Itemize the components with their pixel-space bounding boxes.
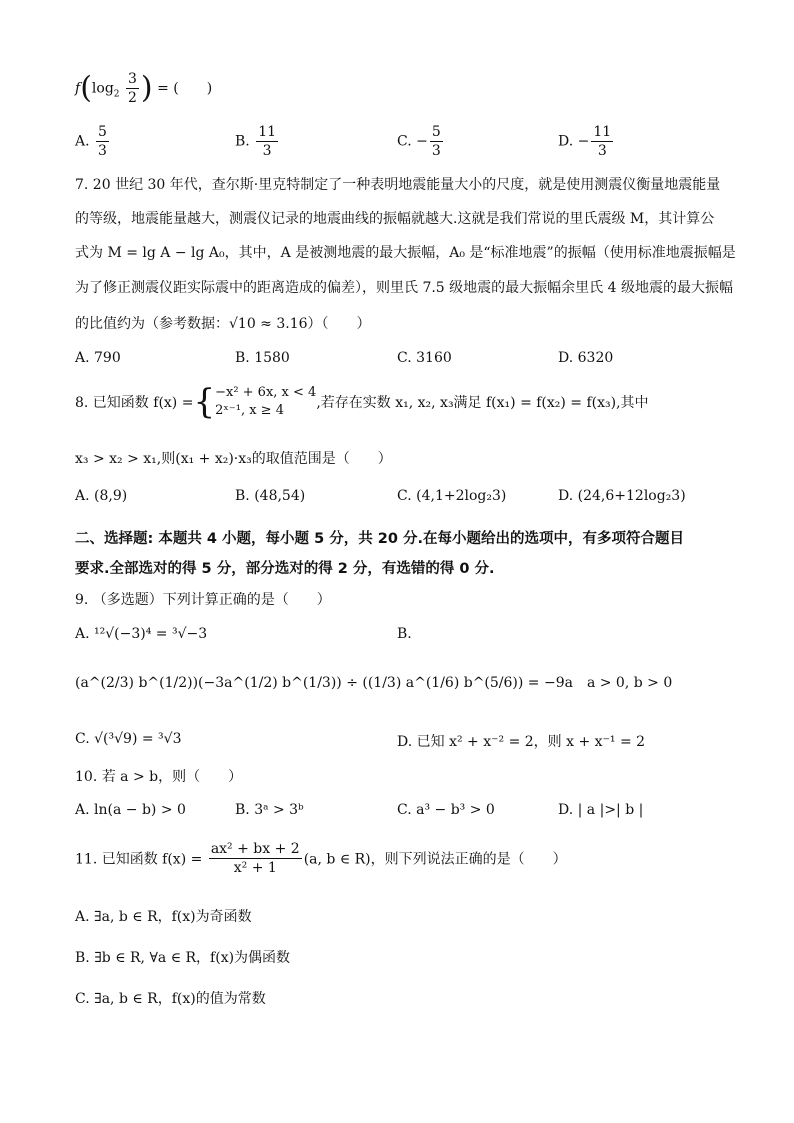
q9-option-d-text: 已知 x² + x⁻² = 2，则 x + x⁻¹ = 2	[416, 734, 646, 750]
q10-option-b-text: 3ᵃ > 3ᵇ	[254, 802, 304, 818]
q11-suffix: (a, b ∈ R)，则下列说法正确的是（ ）	[303, 851, 567, 868]
section2-heading-line-2: 要求.全部选对的得 5 分，部分选对的得 2 分，有选错的得 0 分.	[75, 561, 495, 577]
q8-option-b[interactable]	[235, 488, 305, 504]
q6-frac-den: 2	[127, 90, 137, 106]
q7-line-1: 7. 20 世纪 30 年代，查尔斯·里克特制定了一种表明地震能量大小的尺度，就是使用测震仪衡量地震能量	[75, 177, 721, 193]
q7-option-d-label: D.	[558, 350, 574, 366]
q6-option-b-label: B.	[235, 133, 250, 150]
q6-option-c[interactable]	[397, 125, 445, 158]
q10-option-c[interactable]	[397, 802, 495, 818]
q11-frac-den: x² + 1	[233, 860, 277, 876]
q10-option-b-label: B.	[235, 802, 250, 818]
q9-option-b-label-row[interactable]	[397, 626, 412, 642]
q8-line-1: 8. 已知函数 f(x) ={ −x² + 6x, x < 4 2ˣ⁻¹, x ≥ 4 ,若存在实数 x₁, x₂, x₃满足 f(x₁) = f(x₂) = f(x₃),其中	[75, 382, 649, 422]
q6-option-d-den: 3	[597, 143, 607, 159]
q7-option-d[interactable]	[558, 350, 613, 366]
q6-option-a-num: 5	[98, 124, 107, 140]
q8-prefix: 8. 已知函数 f(x) =	[75, 395, 194, 411]
q8-suffix: ,若存在实数 x₁, x₂, x₃满足 f(x₁) = f(x₂) = f(x₃),其中	[316, 395, 649, 411]
q10-option-b[interactable]	[235, 802, 304, 818]
q6-fraction	[126, 72, 139, 105]
q9-option-b-label: B.	[397, 626, 412, 642]
q6-option-d-sign: −	[577, 133, 590, 150]
q7-option-d-text: 6320	[577, 350, 614, 366]
q11-frac-num: ax² + bx + 2	[210, 841, 300, 857]
q6-option-c-label: C.	[397, 133, 412, 150]
q10-stem: 10. 若 a > b，则（ ）	[75, 769, 243, 785]
q7-option-a[interactable]	[75, 350, 121, 366]
q11-option-c[interactable]: C. ∃a, b ∈ R，f(x)的值为常数	[75, 991, 266, 1007]
q9-stem: 9. （多选题）下列计算正确的是（ ）	[75, 592, 331, 608]
q8-option-c-label: C.	[397, 488, 412, 504]
q8-option-c-text: (4,1+2log₂3)	[416, 488, 507, 504]
q6-func: f	[75, 80, 81, 97]
q9-option-c-text: √(³√9) = ³√3	[94, 731, 182, 747]
q8-option-d-label: D.	[558, 488, 574, 504]
q8-option-b-label: B.	[235, 488, 250, 504]
q9-option-a[interactable]	[75, 626, 207, 642]
q10-option-c-label: C.	[397, 802, 412, 818]
q6-option-d[interactable]	[558, 125, 615, 158]
q7-line-3: 式为 M = lg A − lg A₀，其中，A 是被测地震的最大振幅，A₀ 是“标准地震”的振幅（使用标准地震振幅是	[75, 245, 736, 261]
q9-option-a-text: ¹²√(−3)⁴ = ³√−3	[94, 626, 208, 642]
q9-option-c[interactable]	[75, 731, 181, 747]
q6-rest: = ( )	[157, 80, 213, 97]
q10-option-d[interactable]	[558, 802, 643, 818]
q6-option-c-den: 3	[431, 143, 441, 159]
q7-option-b-text: 1580	[254, 350, 290, 366]
q6-log: log	[91, 80, 114, 97]
q7-option-c-label: C.	[397, 350, 412, 366]
q8-option-a[interactable]	[75, 488, 127, 504]
q9-option-d-label: D.	[397, 734, 413, 750]
q11-fraction	[209, 842, 302, 875]
q8-option-c[interactable]	[397, 488, 506, 504]
q8-case-2: 2ˣ⁻¹, x ≥ 4	[215, 403, 284, 418]
q8-option-d[interactable]	[558, 488, 686, 504]
q8-option-a-label: A.	[75, 488, 90, 504]
q6-option-b[interactable]	[235, 125, 280, 158]
q6-expression: $f(\log_2$ $\frac{3}{2}$ ) = ( )	[75, 70, 213, 106]
q9-option-c-label: C.	[75, 731, 90, 747]
q6-option-b-frac	[256, 125, 278, 158]
q8-case-1: −x² + 6x, x < 4	[215, 385, 317, 401]
q10-option-a[interactable]	[75, 802, 186, 818]
q6-option-c-sign: −	[416, 133, 428, 150]
q8-option-d-text: (24,6+12log₂3)	[577, 488, 686, 504]
q6-option-b-num: 11	[258, 124, 277, 140]
q6-option-c-num: 5	[431, 124, 441, 140]
q6-option-c-frac	[430, 125, 443, 158]
q8-option-b-text: (48,54)	[254, 488, 306, 504]
section2-heading-line-1: 二、选择题: 本题共 4 小题，每小题 5 分，共 20 分.在每小题给出的选项中，有多项符合题目	[75, 531, 684, 547]
q7-line-2: 的等级，地震能量越大，测震仪记录的地震曲线的振幅就越大.这就是我们常说的里氏震级 M，其计算公	[75, 211, 715, 227]
q6-option-a-label: A.	[75, 133, 90, 150]
q8-line-2: x₃ > x₂ > x₁,则(x₁ + x₂)·x₃的取值范围是（ ）	[75, 451, 392, 467]
q10-option-a-label: A.	[75, 802, 90, 818]
q11-prefix: 11. 已知函数 f(x) =	[75, 851, 203, 868]
q6-option-d-num: 11	[593, 124, 612, 140]
q10-option-c-text: a³ − b³ > 0	[416, 802, 495, 818]
q7-line-5: 的比值约为（参考数据：√10 ≈ 3.16）（ ）	[75, 316, 371, 332]
q11-option-a[interactable]: A. ∃a, b ∈ R，f(x)为奇函数	[75, 909, 252, 925]
q7-option-b-label: B.	[235, 350, 250, 366]
q10-option-d-text: | a |>| b |	[577, 802, 644, 818]
q6-option-d-label: D.	[558, 133, 574, 150]
q11-stem	[75, 842, 567, 875]
q6-option-a-den: 3	[98, 143, 107, 159]
q11-option-b[interactable]: B. ∃b ∈ R, ∀a ∈ R，f(x)为偶函数	[75, 950, 291, 966]
q6-option-d-frac	[591, 125, 613, 158]
q6-option-a[interactable]	[75, 125, 111, 158]
q7-option-c-text: 3160	[416, 350, 452, 366]
q6-option-a-frac	[96, 125, 109, 158]
q6-log-base: 2	[113, 89, 120, 100]
q10-option-d-label: D.	[558, 802, 574, 818]
q7-option-a-text: 790	[94, 350, 121, 366]
q7-option-c[interactable]	[397, 350, 452, 366]
q6-frac-num: 3	[127, 71, 137, 87]
q7-option-a-label: A.	[75, 350, 90, 366]
q9-option-d[interactable]	[397, 731, 645, 751]
q7-option-b[interactable]	[235, 350, 290, 366]
q8-option-a-text: (8,9)	[94, 488, 128, 504]
q6-option-b-den: 3	[262, 143, 272, 159]
q8-piecewise	[215, 384, 316, 419]
q9-option-b-expression: (a^(2/3) b^(1/2))(−3a^(1/2) b^(1/3)) ÷ ((1/3) a^(1/6) b^(5/6)) = −9a a > 0, b > 0	[75, 675, 673, 691]
q9-option-a-label: A.	[75, 626, 90, 642]
q10-option-a-text: ln(a − b) > 0	[94, 802, 186, 818]
q7-line-4: 为了修正测震仪距实际震中的距离造成的偏差），则里氏 7.5 级地震的最大振幅余里氏 4 级地震的最大振幅	[75, 280, 733, 296]
